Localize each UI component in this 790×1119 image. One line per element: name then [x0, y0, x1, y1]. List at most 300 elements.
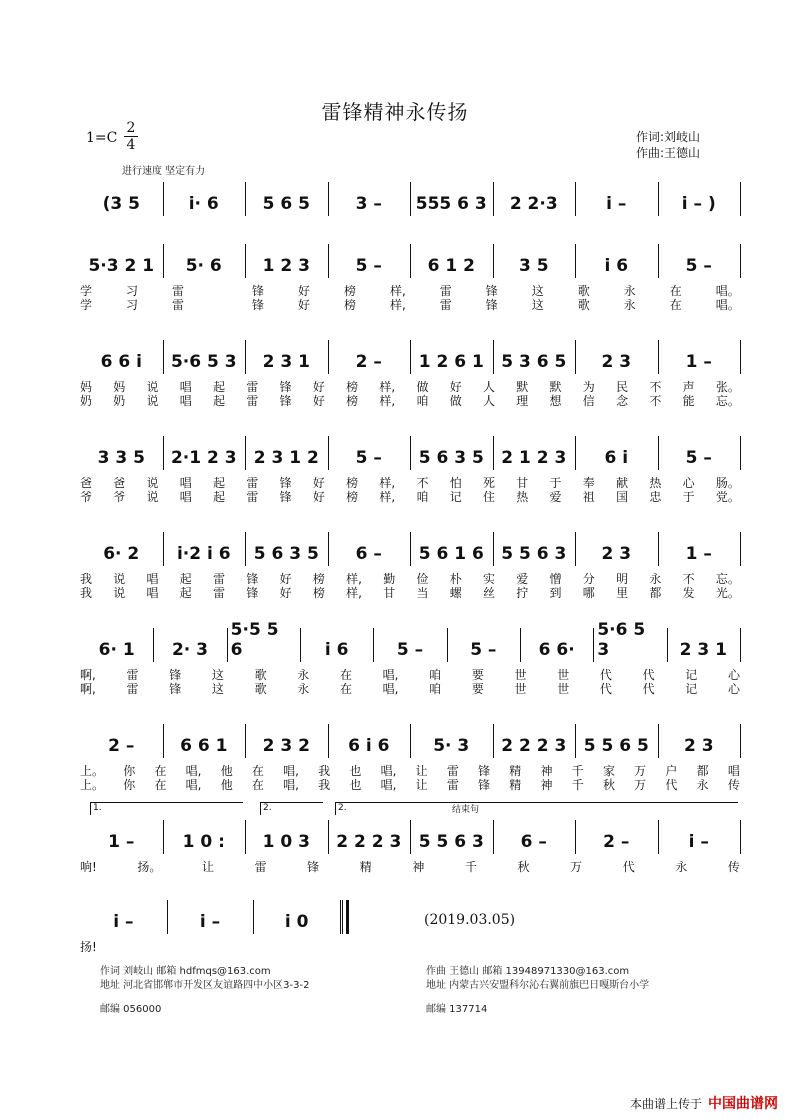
lyric-syllable: 好: [312, 380, 325, 394]
lyric-syllable: 也: [349, 778, 362, 792]
measure: 1 0 :: [182, 832, 225, 852]
lyric-syllable: 于: [549, 476, 562, 490]
barline: [245, 340, 246, 374]
lyric-syllable: 好: [449, 380, 462, 394]
lyric-syllable: 精: [359, 860, 372, 874]
measure: 2 3: [601, 352, 632, 372]
barline: [740, 628, 741, 662]
lyric-syllable: 默: [549, 380, 562, 394]
lyric-syllable: 唱,: [380, 764, 397, 778]
measure: i –: [606, 194, 627, 214]
measure: 5 –: [355, 256, 382, 276]
lyric-syllable: 雷: [254, 860, 267, 874]
lyric-syllable: 样,: [346, 586, 362, 600]
lyric-syllable: 让: [415, 764, 428, 778]
lyric-syllable: 好: [312, 476, 325, 490]
lyric-syllable: 万: [570, 860, 583, 874]
lyric-syllable: 螺: [449, 586, 462, 600]
lyric-syllable: 好: [312, 490, 325, 504]
lyric-syllable: 记: [685, 668, 698, 682]
lyric-syllable: 歌: [254, 682, 267, 696]
lyric-syllable: 张。: [715, 380, 740, 394]
lyric-syllable: 他: [220, 764, 233, 778]
barline: [658, 532, 659, 566]
lyric-syllable: 唱,: [185, 764, 202, 778]
lyric-syllable: 不: [649, 394, 662, 408]
lyric-syllable: 说: [146, 380, 159, 394]
lyric-syllable: 唱: [727, 764, 740, 778]
lyric-syllable: 默: [516, 380, 529, 394]
lyric-syllable: 我: [80, 586, 93, 600]
lyric-syllable: 永: [649, 572, 662, 586]
lyric-syllable: 都: [696, 764, 709, 778]
lyric-syllable: 热: [516, 490, 529, 504]
measure: 5 –: [685, 448, 712, 468]
lyric-syllable: 样,: [379, 490, 396, 504]
measure: i 6: [324, 640, 349, 660]
lyric-syllable: 雷: [213, 586, 226, 600]
lyric-syllable: 啊,: [80, 682, 96, 696]
lyric-syllable: 代: [665, 778, 678, 792]
barline: [300, 628, 301, 662]
measure: 6 –: [520, 832, 547, 852]
measure: 1 –: [685, 352, 712, 372]
lyric-syllable: 怕: [449, 476, 462, 490]
lyric-syllable: 让: [201, 860, 214, 874]
lyric-syllable: 俭: [416, 572, 429, 586]
lyric-syllable: 唱,: [283, 764, 299, 778]
score-system: [80, 336, 740, 376]
lyric-syllable: 起: [213, 394, 226, 408]
lyric-syllable: 雷: [172, 284, 185, 298]
lyric-syllable: 雷: [126, 668, 139, 682]
barline: [245, 532, 246, 566]
lyric-syllable: 扬!: [80, 940, 97, 954]
lyric-syllable: 憎: [549, 572, 562, 586]
lyric-syllable: 学: [80, 298, 93, 312]
lyric-syllable: 世: [557, 682, 570, 696]
song-title: 雷锋精神永传扬: [321, 100, 469, 124]
lyric-syllable: 人: [483, 394, 496, 408]
lyric-syllable: 锋: [251, 284, 264, 298]
lyric-syllable: 起: [213, 490, 226, 504]
barline: [493, 724, 494, 758]
lyric-syllable: 在: [339, 682, 352, 696]
measure: i 0: [284, 912, 309, 932]
barline: [575, 820, 576, 854]
score-system: [80, 432, 740, 472]
lyric-syllable: 为: [582, 380, 595, 394]
barline: [328, 340, 329, 374]
lyric-syllable: 千: [571, 764, 584, 778]
lyric-syllable: 光。: [715, 586, 740, 600]
score-system: [80, 816, 740, 856]
barline: [328, 724, 329, 758]
measure: 6 i 6: [348, 736, 390, 756]
lyric-syllable: 代: [599, 668, 612, 682]
lyric-syllable: 永: [696, 778, 709, 792]
lyric-syllable: 榜: [312, 572, 325, 586]
lyric-syllable: 拧: [516, 586, 529, 600]
lyric-syllable: 榜: [343, 284, 356, 298]
measure: 6 1 2: [427, 256, 475, 276]
lyric-syllable: 锋: [279, 476, 292, 490]
barline: [328, 820, 329, 854]
barline: [593, 628, 594, 662]
lyric-syllable: 样,: [389, 284, 406, 298]
composition-date: (2019.03.05): [424, 912, 516, 928]
barline: [163, 532, 164, 566]
barline: [410, 820, 411, 854]
lyric-syllable: 党。: [715, 490, 740, 504]
key-signature: 1=C: [86, 130, 118, 146]
lyric-syllable: 永: [623, 298, 636, 312]
lyric-syllable: 心: [682, 476, 695, 490]
lyric-syllable: 在: [669, 298, 682, 312]
lyric-line: [80, 488, 740, 504]
barline: [575, 724, 576, 758]
lyric-syllable: 祖: [582, 490, 595, 504]
measure: 1 –: [685, 544, 712, 564]
barline: [520, 628, 521, 662]
barline: [328, 532, 329, 566]
barline: [328, 182, 329, 216]
lyric-syllable: 唱,: [380, 778, 397, 792]
measure: 6· 1: [98, 640, 135, 660]
measure: 555 6 3: [415, 194, 487, 214]
lyric-syllable: 我: [318, 764, 331, 778]
barline: [493, 340, 494, 374]
lyric-syllable: 说: [113, 586, 126, 600]
measure: 6 i: [604, 448, 629, 468]
lyric-syllable: 上。: [80, 778, 105, 792]
lyric-syllable: 说: [113, 572, 126, 586]
lyric-syllable: 理: [516, 394, 529, 408]
measure: 2 –: [108, 736, 135, 756]
lyric-syllable: 咱: [416, 394, 429, 408]
lyric-syllable: 实: [483, 572, 496, 586]
lyric-syllable: 他: [220, 778, 233, 792]
final-barline: [342, 900, 349, 934]
lyric-syllable: 唱,: [382, 682, 399, 696]
lyric-syllable: 起: [213, 476, 226, 490]
time-sig-top: 2: [124, 120, 138, 137]
lyric-line: [80, 938, 120, 954]
lyric-syllable: 户: [665, 764, 678, 778]
measure: 2 –: [355, 352, 382, 372]
lyric-syllable: 朴: [449, 572, 462, 586]
lyric-syllable: 咱: [416, 490, 429, 504]
footer-right-3: 邮编 137714: [426, 1004, 488, 1015]
measure: 2 3 1: [262, 352, 310, 372]
lyric-syllable: 心: [727, 682, 740, 696]
measure: 2 3: [601, 544, 632, 564]
lyric-syllable: 锋: [478, 778, 491, 792]
lyric-syllable: 锋: [279, 394, 292, 408]
lyric-syllable: 扬。: [137, 860, 162, 874]
measure: 5 –: [355, 448, 382, 468]
barline: [245, 724, 246, 758]
lyric-syllable: 要: [471, 668, 484, 682]
lyric-syllable: 榜: [346, 490, 359, 504]
barline: [575, 436, 576, 470]
lyric-line: [80, 296, 740, 312]
measure: 5 6 3 5: [418, 448, 484, 468]
lyric-syllable: 永: [675, 860, 688, 874]
barline: [163, 340, 164, 374]
lyric-syllable: 锋: [169, 682, 182, 696]
measure: 5· 6: [185, 256, 222, 276]
lyric-syllable: 说: [146, 476, 159, 490]
tempo-marking: 进行速度 坚定有力: [122, 166, 206, 177]
lyric-syllable: 雷: [446, 778, 459, 792]
measure: 2 2·3: [509, 194, 558, 214]
measure: i –: [688, 832, 709, 852]
volta-bracket: 2.: [260, 802, 323, 815]
barline: [163, 182, 164, 216]
lyric-syllable: 国: [616, 490, 629, 504]
barline: [575, 340, 576, 374]
lyric-syllable: 锋: [485, 298, 498, 312]
measure: 5 6 5: [262, 194, 310, 214]
measure: (3 5: [102, 194, 140, 214]
score-system: [80, 896, 740, 936]
lyric-syllable: 记: [685, 682, 698, 696]
barline: [740, 436, 741, 470]
lyric-syllable: 忘。: [715, 394, 740, 408]
measure: 3 –: [355, 194, 382, 214]
lyric-syllable: 秋: [517, 860, 530, 874]
barline: [658, 436, 659, 470]
lyric-syllable: 这: [211, 682, 224, 696]
lyric-syllable: 也: [349, 764, 362, 778]
barline: [447, 628, 448, 662]
barline: [410, 182, 411, 216]
lyric-syllable: 锋: [485, 284, 498, 298]
lyric-syllable: 丝: [483, 586, 496, 600]
barline: [575, 182, 576, 216]
lyric-syllable: 说: [146, 394, 159, 408]
barline: [163, 820, 164, 854]
barline: [245, 182, 246, 216]
lyric-syllable: 让: [415, 778, 428, 792]
score-system: [80, 620, 740, 664]
lyric-syllable: 习: [126, 298, 139, 312]
measure: 1 2 6 1: [418, 352, 484, 372]
watermark: [630, 1093, 778, 1113]
measure: 2 3: [683, 736, 714, 756]
lyric-syllable: 爱: [516, 572, 529, 586]
time-sig-bottom: 4: [126, 137, 136, 153]
lyric-syllable: 唱,: [185, 778, 202, 792]
barline: [667, 628, 668, 662]
lyric-syllable: 念: [616, 394, 629, 408]
barline: [740, 182, 741, 216]
measure: i –: [113, 912, 134, 932]
measure: 2 2 2 3: [336, 832, 402, 852]
barline: [328, 244, 329, 278]
measure: 1 0 3: [262, 832, 310, 852]
lyric-syllable: 想: [549, 394, 562, 408]
lyric-syllable: 奶: [113, 394, 126, 408]
barline: [163, 724, 164, 758]
measure: 2 1 2 3: [501, 448, 567, 468]
lyric-syllable: 雷: [246, 476, 259, 490]
lyric-syllable: 做: [449, 394, 462, 408]
barline: [410, 340, 411, 374]
lyric-syllable: 锋: [246, 572, 259, 586]
lyric-syllable: 我: [318, 778, 331, 792]
lyric-syllable: 到: [549, 586, 562, 600]
lyric-syllable: 好: [279, 586, 292, 600]
lyric-syllable: 热: [649, 476, 662, 490]
lyric-syllable: 忘。: [715, 572, 740, 586]
lyric-syllable: 雷: [172, 298, 185, 312]
lyric-syllable: 起: [179, 586, 192, 600]
lyric-syllable: 明: [616, 572, 629, 586]
barline: [575, 532, 576, 566]
lyric-syllable: 爷: [80, 490, 93, 504]
lyric-syllable: 死: [483, 476, 496, 490]
lyric-syllable: 万: [634, 778, 647, 792]
lyric-syllable: 歌: [577, 284, 590, 298]
lyric-syllable: 在: [154, 778, 167, 792]
lyric-syllable: 当: [416, 586, 429, 600]
lyric-syllable: 世: [557, 668, 570, 682]
measure: 1 –: [108, 832, 135, 852]
barline: [245, 244, 246, 278]
lyric-syllable: 爸: [80, 476, 93, 490]
measure: 2 3 1: [679, 640, 727, 660]
barline: [373, 628, 374, 662]
lyric-syllable: 这: [531, 284, 544, 298]
lyric-syllable: 响!: [80, 860, 97, 874]
lyric-syllable: 样,: [379, 476, 396, 490]
score-system: [80, 240, 740, 280]
lyric-syllable: 榜: [343, 298, 356, 312]
lyric-syllable: 样,: [389, 298, 406, 312]
lyric-syllable: 精: [509, 764, 522, 778]
lyric-syllable: 爸: [113, 476, 126, 490]
lyric-line: [80, 392, 740, 408]
barline: [740, 724, 741, 758]
lyric-syllable: 在: [251, 764, 264, 778]
measure: 2·1 2 3: [170, 448, 237, 468]
barline: [328, 436, 329, 470]
barline: [740, 244, 741, 278]
measure: 6 6 i: [100, 352, 142, 372]
lyric-line: [80, 584, 740, 600]
volta-bracket: 2.: [335, 802, 738, 815]
lyric-syllable: 你: [123, 764, 136, 778]
lyric-syllable: 你: [123, 778, 136, 792]
lyric-syllable: 神: [540, 778, 553, 792]
lyric-syllable: 永: [297, 682, 310, 696]
lyricist-credit: 作词:刘岐山: [636, 130, 701, 144]
lyric-line: [80, 858, 740, 874]
lyric-syllable: 起: [213, 380, 226, 394]
barline: [493, 244, 494, 278]
lyric-syllable: 传: [727, 778, 740, 792]
lyric-syllable: 不: [682, 572, 695, 586]
lyric-syllable: 里: [616, 586, 629, 600]
lyric-syllable: 习: [126, 284, 139, 298]
lyric-syllable: 唱: [179, 490, 192, 504]
lyric-syllable: 歌: [254, 668, 267, 682]
lyric-syllable: 这: [531, 298, 544, 312]
lyric-syllable: 唱。: [715, 298, 740, 312]
lyric-syllable: 唱: [179, 394, 192, 408]
footer-left-2: 地址 河北省邯郸市开发区友谊路四中小区3-3-2: [100, 980, 310, 991]
lyric-syllable: 哪: [582, 586, 595, 600]
footer-left-1: 作词 刘岐山 邮箱 hdfmqs@163.com: [100, 966, 271, 977]
lyric-syllable: 心: [727, 668, 740, 682]
measure: 5 6 1 6: [418, 544, 484, 564]
lyric-line: [80, 680, 740, 696]
lyric-syllable: 人: [483, 380, 496, 394]
barline: [658, 244, 659, 278]
watermark-text: 本曲谱上传于: [629, 1096, 702, 1111]
lyric-syllable: 好: [312, 394, 325, 408]
measure: i·2 i 6: [176, 544, 231, 564]
lyric-syllable: 都: [649, 586, 662, 600]
lyric-syllable: 在: [339, 668, 352, 682]
volta-bracket: 1.: [90, 802, 243, 815]
measure: 6 6 1: [180, 736, 228, 756]
lyric-syllable: 唱: [179, 380, 192, 394]
lyric-syllable: 唱: [146, 586, 159, 600]
score-system: [80, 528, 740, 568]
measure: 5 –: [396, 640, 424, 660]
lyric-syllable: 精: [509, 778, 522, 792]
measure: 2 3 2: [262, 736, 310, 756]
lyric-syllable: 肠。: [715, 476, 740, 490]
lyric-syllable: 锋: [246, 586, 259, 600]
lyric-syllable: 甘: [516, 476, 529, 490]
lyric-syllable: 能: [682, 394, 695, 408]
lyric-syllable: 雷: [439, 298, 452, 312]
lyric-syllable: 雷: [126, 682, 139, 696]
lyric-syllable: 榜: [346, 476, 359, 490]
lyric-syllable: 神: [540, 764, 553, 778]
barline: [167, 900, 168, 934]
lyric-syllable: 代: [622, 860, 635, 874]
measure: 1 2 3: [262, 256, 310, 276]
measure: 2 2 2 3: [501, 736, 567, 756]
lyric-syllable: 记: [449, 490, 462, 504]
measure: 5·6 5 3: [170, 352, 237, 372]
lyric-syllable: 啊,: [80, 668, 96, 682]
measure: 5· 3: [433, 736, 470, 756]
lyric-syllable: 雷: [246, 380, 259, 394]
measure: i· 6: [188, 194, 219, 214]
barline: [658, 820, 659, 854]
footer-right-2: 地址 内蒙古兴安盟科尔沁右翼前旗巴日嘎斯台小学: [426, 980, 650, 991]
measure: 3 3 5: [97, 448, 145, 468]
lyric-syllable: 这: [211, 668, 224, 682]
lyric-syllable: 唱,: [283, 778, 299, 792]
lyric-syllable: 起: [179, 572, 192, 586]
barline: [410, 724, 411, 758]
measure: 5·5 5 6: [230, 620, 279, 660]
lyric-syllable: 咱: [429, 668, 442, 682]
barline: [163, 244, 164, 278]
lyric-syllable: 永: [297, 668, 310, 682]
lyric-syllable: 爱: [549, 490, 562, 504]
measure: 5·3 2 1: [88, 256, 155, 276]
lyric-syllable: 千: [571, 778, 584, 792]
lyric-syllable: 锋: [478, 764, 491, 778]
